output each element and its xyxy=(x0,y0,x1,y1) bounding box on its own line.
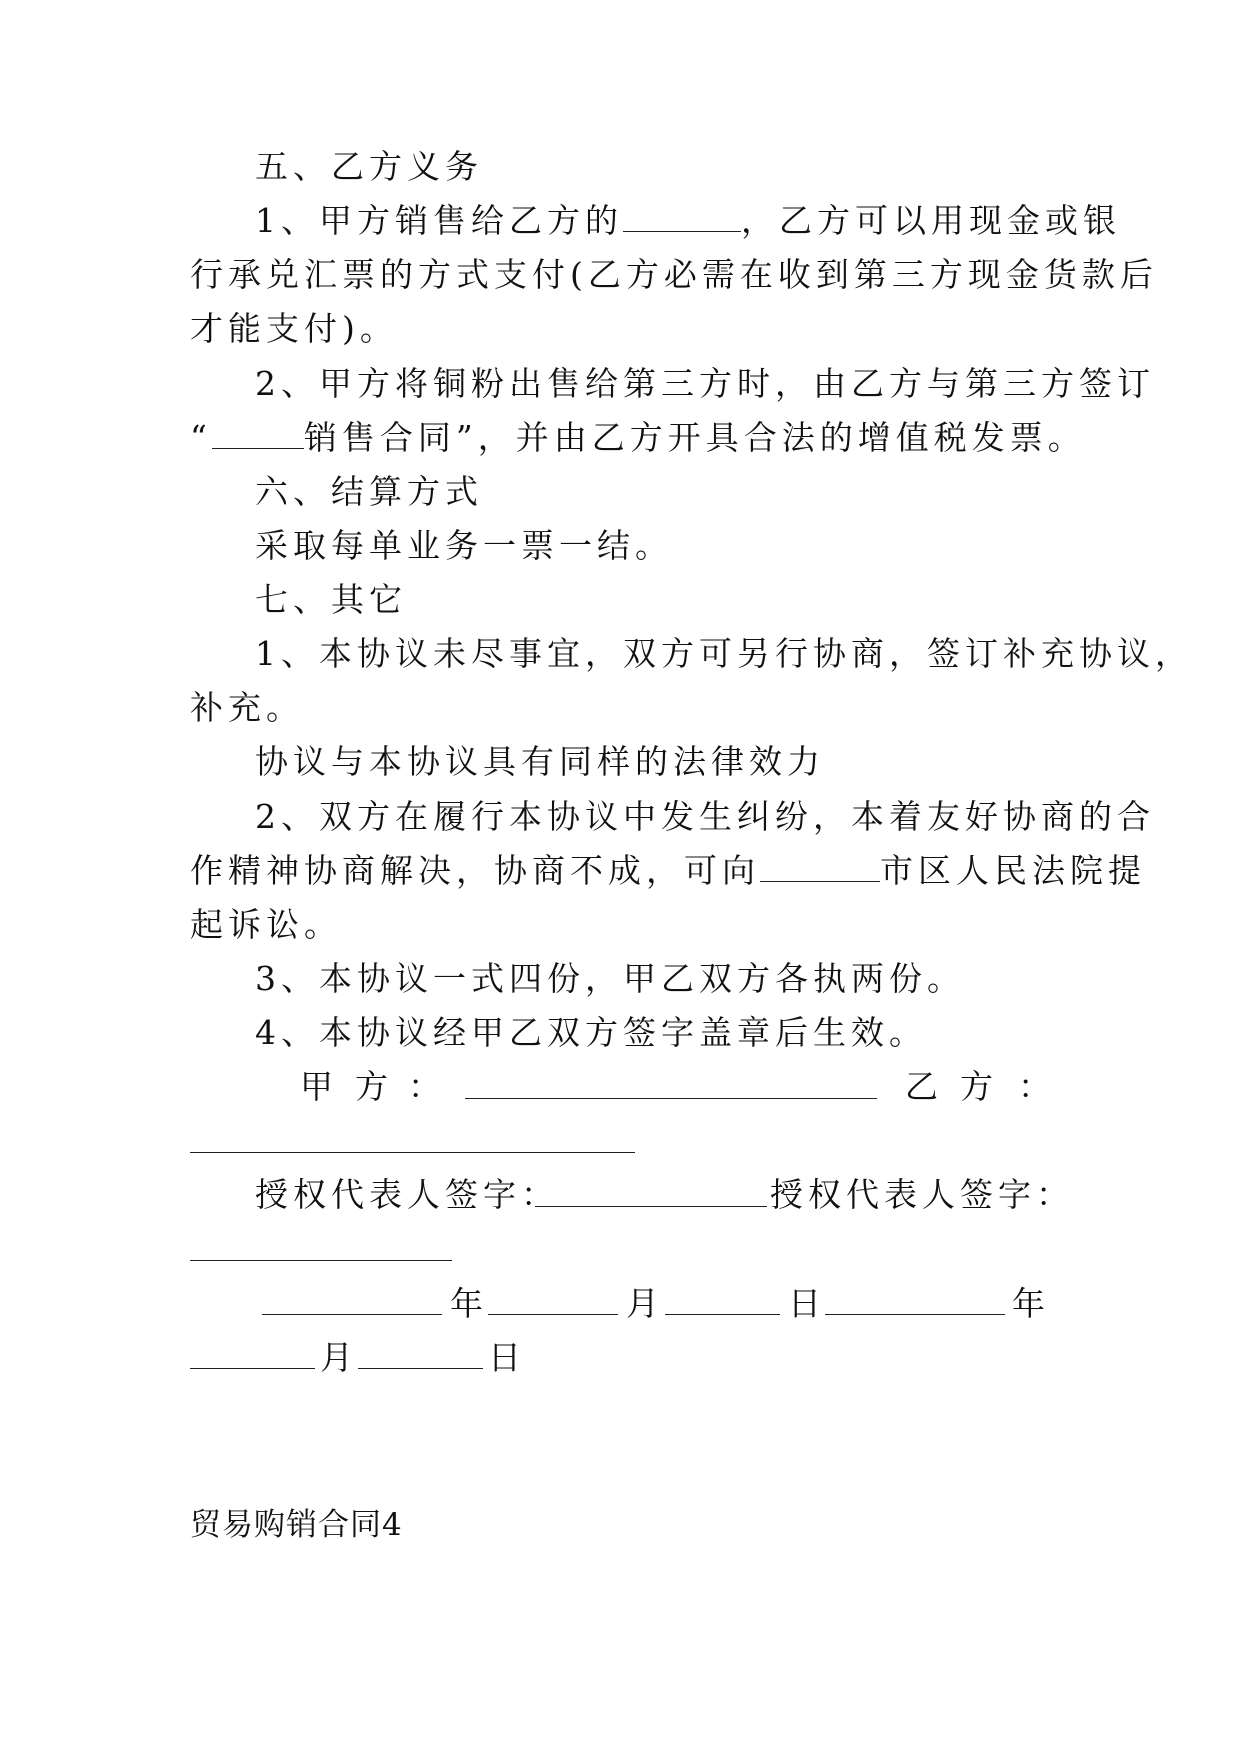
section7-item3: 3、本协议一式四份，甲乙双方各执两份。 xyxy=(255,959,965,998)
rep-a-signature-line xyxy=(535,1206,767,1207)
party-a-signature-line xyxy=(465,1098,877,1099)
party-a-char-2: 方 xyxy=(355,1067,388,1106)
date-a-month-line xyxy=(488,1314,618,1315)
section7-item2-line3: 起诉讼。 xyxy=(190,905,342,944)
fill-blank-contract-name xyxy=(212,420,304,449)
party-b-char-1: 乙 xyxy=(905,1067,938,1106)
section6-heading: 六、结算方式 xyxy=(255,472,483,511)
date-b-month-label: 月 xyxy=(320,1338,353,1377)
date-a-day-line xyxy=(665,1314,780,1315)
section7-item4: 4、本协议经甲乙双方签字盖章后生效。 xyxy=(255,1013,927,1052)
party-b-colon: ： xyxy=(1018,1067,1051,1106)
next-document-title: 贸易购销合同4 xyxy=(190,1507,403,1543)
section6-body: 采取每单业务一票一结。 xyxy=(255,526,673,565)
rep-b-label: 授权代表人签字： xyxy=(770,1175,1074,1214)
date-a-year-label: 年 xyxy=(450,1284,483,1323)
section5-item1-line1 xyxy=(255,201,1121,241)
date-b-day-line xyxy=(358,1368,483,1369)
section7-item2-text-a: 作精神协商解决，协商不成，可向 xyxy=(190,851,760,890)
date-b-day-label: 日 xyxy=(488,1338,521,1377)
party-a-colon: ： xyxy=(408,1067,441,1106)
section5-item1-line3: 才能支付)。 xyxy=(190,309,398,348)
section7-item1-line2: 补充。 xyxy=(190,688,304,727)
party-a-char-1: 甲 xyxy=(300,1067,333,1106)
date-b-year-line xyxy=(825,1314,1005,1315)
section5-item1-text-a: 1、甲方销售给乙方的 xyxy=(255,201,623,240)
open-quote: “ xyxy=(190,418,212,457)
party-b-char-2: 方 xyxy=(960,1067,993,1106)
date-b-year-label: 年 xyxy=(1012,1284,1045,1323)
section7-heading: 七、其它 xyxy=(255,580,407,619)
rep-a-label: 授权代表人签字： xyxy=(255,1175,559,1214)
section5-item1-line2: 行承兑汇票的方式支付(乙方必需在收到第三方现金货款后 xyxy=(190,255,1158,294)
date-a-year-line xyxy=(262,1314,442,1315)
date-a-month-label: 月 xyxy=(626,1284,659,1323)
section7-item2-line2 xyxy=(190,851,1146,891)
party-b-signature-line xyxy=(190,1152,635,1153)
fill-blank-goods xyxy=(623,203,741,232)
section5-heading: 五、乙方义务 xyxy=(255,147,483,186)
section5-item2-text-b: 销售合同”，并由乙方开具合法的增值税发票。 xyxy=(303,418,1086,457)
fill-blank-city xyxy=(760,853,880,882)
date-b-month-line xyxy=(190,1368,315,1369)
section5-item1-text-b: ，乙方可以用现金或银 xyxy=(741,201,1121,240)
section5-item2-line1: 2、甲方将铜粉出售给第三方时，由乙方与第三方签订 xyxy=(255,364,1155,403)
section5-item2-line2 xyxy=(190,418,1086,458)
section7-note: 协议与本协议具有同样的法律效力 xyxy=(255,742,825,781)
section7-item2-line1: 2、双方在履行本协议中发生纠纷，本着友好协商的合 xyxy=(255,797,1155,836)
section7-item2-text-b: 市区人民法院提 xyxy=(880,851,1146,890)
section7-item1-line1: 1、本协议未尽事宜，双方可另行协商，签订补充协议， xyxy=(255,634,1193,673)
rep-b-signature-line xyxy=(190,1260,452,1261)
date-a-day-label: 日 xyxy=(788,1284,821,1323)
